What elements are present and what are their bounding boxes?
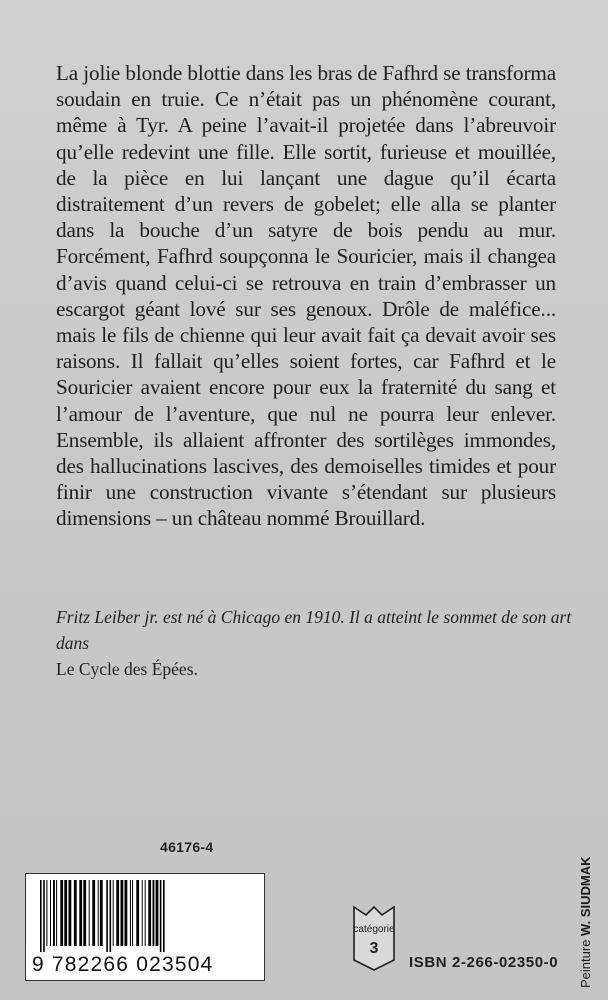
barcode-bar bbox=[89, 880, 90, 946]
category-number: 3 bbox=[369, 940, 379, 957]
barcode-bar bbox=[92, 880, 95, 946]
barcode-bar bbox=[132, 880, 133, 946]
barcode-bar bbox=[53, 880, 55, 946]
barcode-bar bbox=[110, 880, 112, 952]
reference-number: 46176-4 bbox=[160, 839, 214, 855]
barcode-bar bbox=[142, 880, 143, 946]
cover-credit bbox=[578, 857, 593, 989]
author-bio-text: Fritz Leiber jr. est né à Chicago en 1910. Il a atteint le sommet de son art dans bbox=[56, 607, 572, 653]
barcode-bar bbox=[163, 880, 165, 952]
category-label: catégorie bbox=[353, 924, 395, 935]
barcode-bar bbox=[116, 880, 119, 946]
credit-artist: W. SIUDMAK bbox=[578, 856, 593, 936]
barcode-bars bbox=[38, 880, 252, 952]
barcode-bar bbox=[98, 880, 99, 946]
barcode bbox=[25, 873, 265, 981]
isbn: ISBN 2-266-02350-0 bbox=[409, 954, 559, 971]
series-title: Le Cycle des Épées. bbox=[56, 659, 198, 679]
credit-prefix: Peinture bbox=[578, 939, 593, 988]
barcode-bar bbox=[64, 880, 67, 946]
barcode-bar bbox=[100, 880, 103, 946]
barcode-digits: 9 782266 023504 bbox=[32, 953, 214, 976]
barcode-bar bbox=[46, 880, 47, 946]
barcode-bar bbox=[121, 880, 124, 946]
barcode-bar bbox=[156, 880, 159, 946]
barcode-bar bbox=[50, 880, 51, 946]
barcode-bar bbox=[43, 880, 45, 952]
author-bio bbox=[56, 604, 576, 682]
barcode-bar bbox=[79, 880, 82, 946]
barcode-bar bbox=[60, 880, 63, 946]
blurb-text: La jolie blonde blottie dans les bras de Fafhrd se transforma soudain en truie. Ce n’était pas un phénomène courant, même à Tyr. A peine l’avait-il projetée dans l’abreuvoir qu’elle redevint une fille. Elle sortit, furieuse et mouillée, de la pièce en lui lançant une dague qu’il écarta distraitement d’un revers de gobelet; elle alla se planter dans la bouche d’un satyre de bois pendu au mur. Forcément, Fafhrd soupçonna le Souricier, mais il changea d’avis quand celui-ci se retrouva en train d’embrasser un escargot géant lové sur ses genoux. Drôle de maléfice... mais le fils de chienne qui leur avait fait ça devait avoir ses raisons. Il fallait qu’elles soient fortes, car Fafhrd et le Souricier avaient encore pour eux la fraternité du sang et l’amour de l’aventure, que nul ne pourra leur enlever. Ensemble, ils allaient affronter des sortilèges immondes, des hallucinations lascives, des demoiselles timides et pour finir une construction vivante s’étendant sur plusieurs dimensions – un château nommé Brouillard. bbox=[56, 61, 556, 531]
barcode-bar bbox=[160, 880, 162, 952]
barcode-bar bbox=[125, 880, 128, 946]
barcode-bar bbox=[40, 880, 42, 952]
barcode-bar bbox=[69, 880, 72, 946]
barcode-bar bbox=[148, 880, 151, 946]
barcode-bar bbox=[113, 880, 114, 946]
barcode-bar bbox=[74, 880, 77, 946]
barcode-bar bbox=[56, 880, 57, 946]
barcode-bar bbox=[153, 880, 155, 946]
barcode-bar bbox=[106, 880, 108, 952]
barcode-bar bbox=[83, 880, 86, 946]
category-badge-icon bbox=[351, 904, 397, 972]
barcode-bar bbox=[145, 880, 146, 946]
barcode-bar bbox=[130, 880, 131, 946]
barcode-bar bbox=[136, 880, 139, 946]
